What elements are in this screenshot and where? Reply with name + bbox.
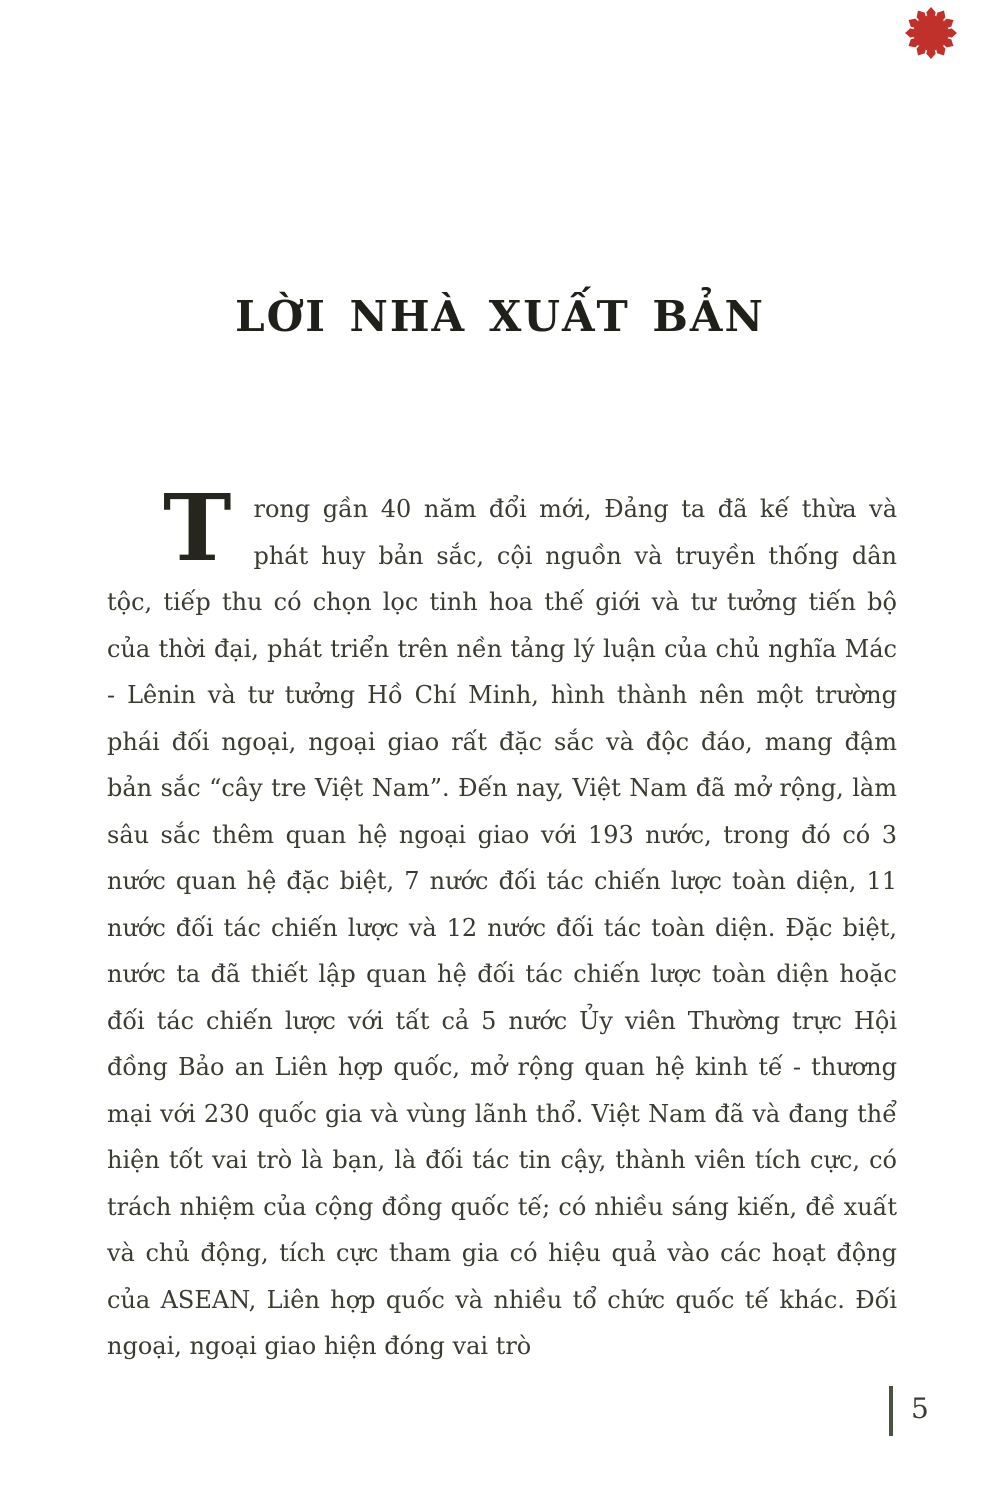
page-number: 5: [911, 1392, 929, 1425]
publisher-emblem-svg: [904, 6, 958, 60]
page-number-rule: [889, 1386, 893, 1436]
body-paragraph: [107, 474, 897, 1370]
publisher-emblem-icon: [904, 6, 958, 60]
drop-cap-letter: T: [163, 474, 232, 582]
paragraph-text: rong gần 40 năm đổi mới, Đảng ta đã kế thừa và phát huy bản sắc, cội nguồn và truyền thống dân tộc, tiếp thu có chọn lọc tinh hoa thế giới và tư tưởng tiến bộ của thời đại, phát triển trên nền tảng lý luận của chủ nghĩa Mác - Lênin và tư tưởng Hồ Chí Minh, hình thành nên một trường phái đối ngoại, ngoại giao rất đặc sắc và độc đáo, mang đậm bản sắc “cây tre Việt Nam”. Đến nay, Việt Nam đã mở rộng, làm sâu sắc thêm quan hệ ngoại giao với 193 nước, trong đó có 3 nước quan hệ đặc biệt, 7 nước đối tác chiến lược toàn diện, 11 nước đối tác chiến lược và 12 nước đối tác toàn diện. Đặc biệt, nước ta đã thiết lập quan hệ đối tác chiến lược toàn diện hoặc đối tác chiến lược với tất cả 5 nước Ủy viên Thường trực Hội đồng Bảo an Liên hợp quốc, mở rộng quan hệ kinh tế - thương mại với 230 quốc gia và vùng lãnh thổ. Việt Nam đã và đang thể hiện tốt vai trò là bạn, là đối tác tin cậy, thành viên tích cực, có trách nhiệm của cộng đồng quốc tế; có nhiều sáng kiến, đề xuất và chủ động, tích cực tham gia có hiệu quả vào các hoạt động của ASEAN, Liên hợp quốc và nhiều tổ chức quốc tế khác. Đối ngoại, ngoại giao hiện đóng vai trò: [107, 495, 897, 1360]
chapter-title: LỜI NHÀ XUẤT BẢN: [235, 292, 765, 341]
